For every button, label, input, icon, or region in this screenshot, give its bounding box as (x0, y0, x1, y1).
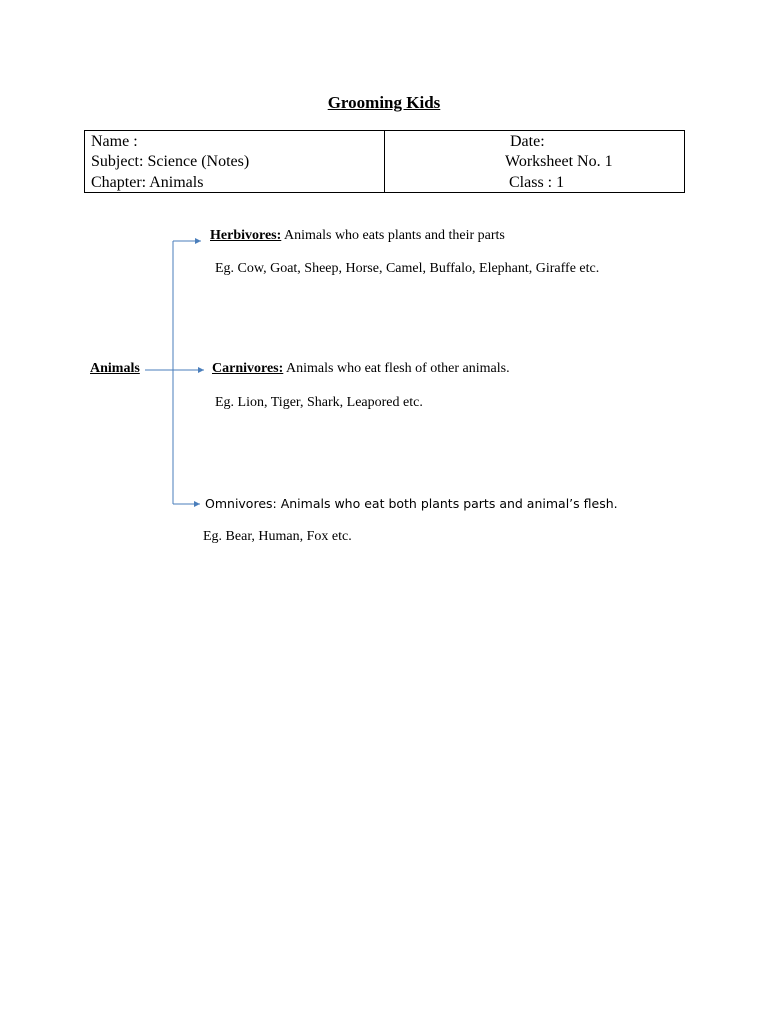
carnivores-text: Animals who eat flesh of other animals. (283, 361, 510, 376)
carnivores-example: Eg. Lion, Tiger, Shark, Leapored etc. (215, 395, 423, 410)
worksheet-field: Worksheet No. 1 (505, 153, 613, 170)
document-title: Grooming Kids (327, 93, 441, 112)
herbivores-text: Animals who eats plants and their parts (281, 228, 505, 243)
date-field: Date: (510, 133, 545, 150)
herbivores-example: Eg. Cow, Goat, Sheep, Horse, Camel, Buffalo, Elephant, Giraffe etc. (215, 261, 600, 276)
name-field: Name : (91, 133, 138, 150)
carnivores-term: Carnivores: (212, 361, 284, 376)
herbivores-definition (210, 228, 505, 244)
herbivores-term: Herbivores: (210, 228, 282, 243)
class-field: Class : 1 (509, 174, 565, 191)
chapter-field: Chapter: Animals (91, 174, 204, 191)
carnivores-definition (212, 361, 510, 377)
subject-field: Subject: Science (Notes) (91, 153, 250, 170)
animals-root-label: Animals (90, 361, 140, 376)
omnivores-definition: Omnivores: Animals who eat both plants parts and animal’s flesh. (205, 496, 618, 511)
omnivores-example: Eg. Bear, Human, Fox etc. (203, 529, 352, 544)
